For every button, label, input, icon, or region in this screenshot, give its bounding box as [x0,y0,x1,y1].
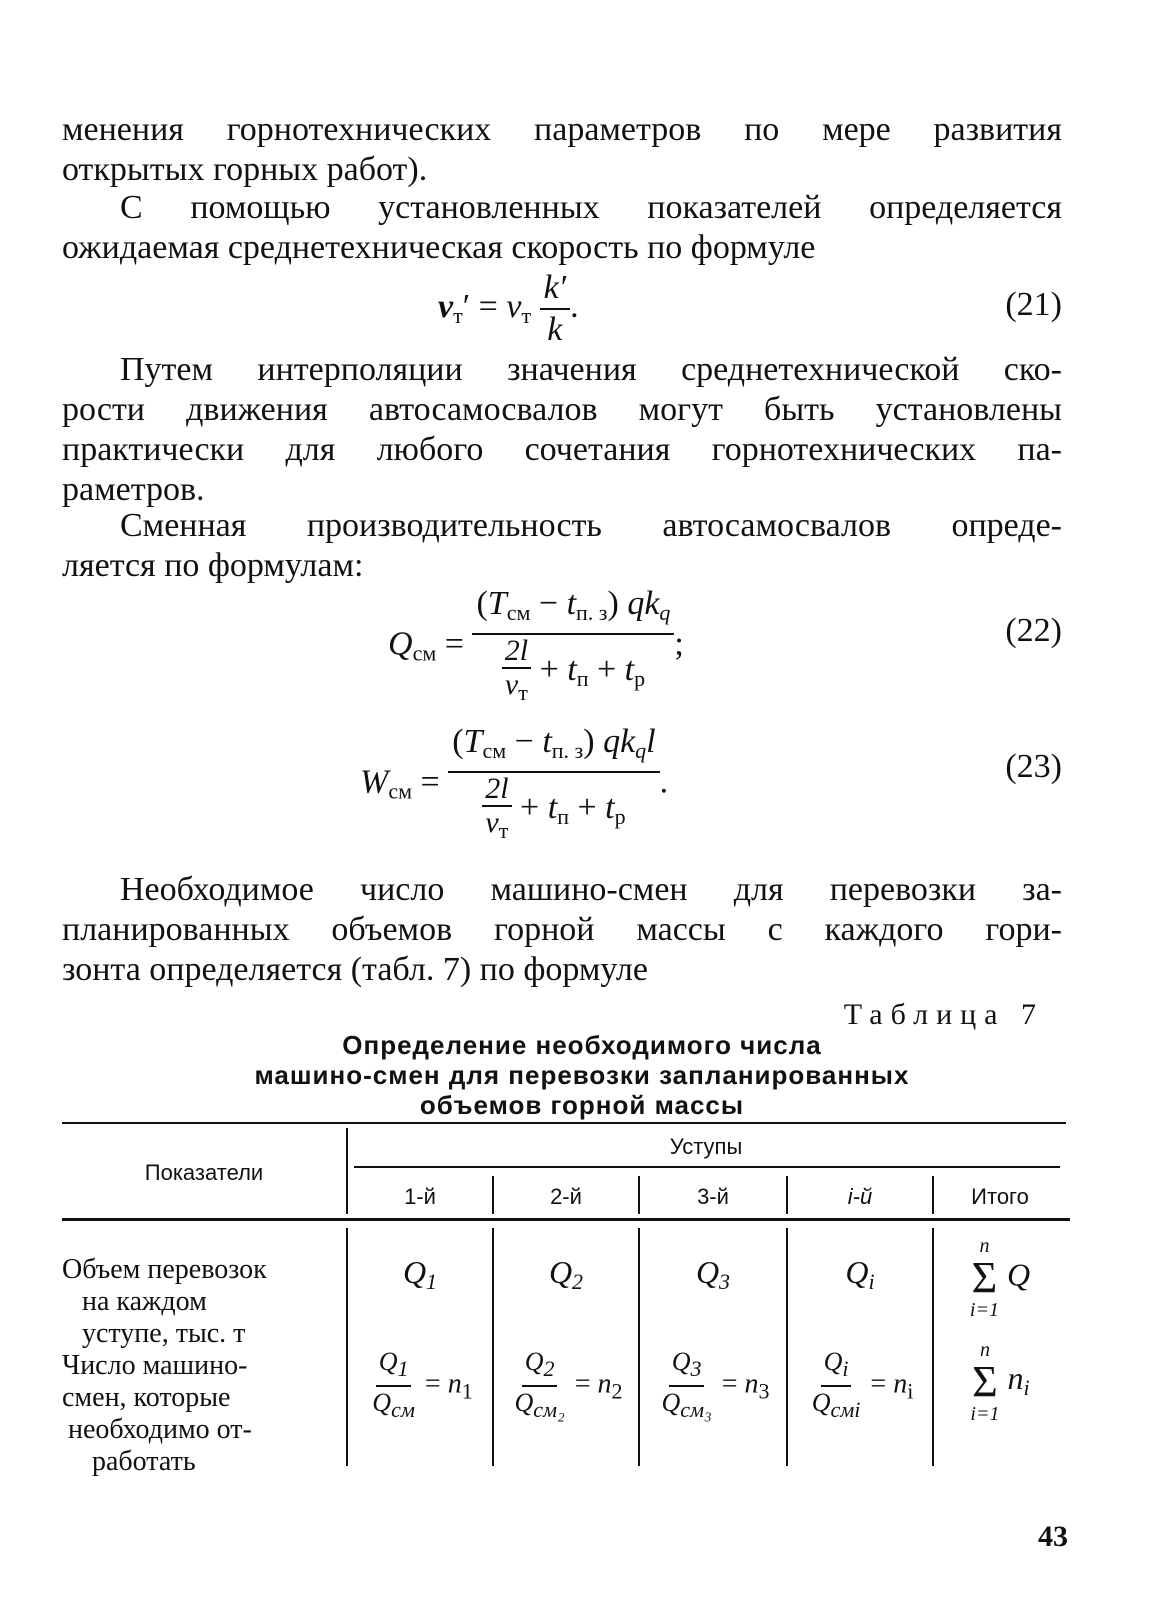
column-header: Итого [971,1184,1029,1209]
text-line: Объем перевозок [62,1254,267,1285]
text-line: на каждом [82,1286,207,1317]
header-indicators: Показатели [144,1160,264,1185]
text-line: Число машино- [62,1350,248,1381]
equation-number-22: (22) [1005,612,1062,649]
text-line: рости движения автосамосвалов могут быть установлены [62,391,1062,428]
column-header: i-й [847,1184,873,1209]
cell-n1: $Q_1$ $Q_{см}$ = $n_1$ [372,1347,473,1422]
cell-q3: $Q_3$ [695,1254,731,1294]
text-line: работать [92,1446,196,1477]
text-line: смен, которые [62,1382,231,1413]
formula-21: $v_т' = v_т$ $\frac{k'}{k}$ . [438,269,579,348]
table-title-line: машино-смен для перевозки запланированных [254,1060,910,1090]
column-header: 3-й [697,1184,729,1209]
paragraph-1 [62,110,1062,190]
paragraph-4 [62,506,1062,586]
column-header: 2-й [550,1184,582,1209]
cell-q2: $Q_2$ [548,1254,584,1294]
table-top-rule [62,1122,1066,1124]
paragraph-5 [62,870,1062,990]
page-number: 43 [1038,1520,1068,1553]
cell-ni: $Q_i$ $Q_{смi}$ = $n_i$ [811,1347,914,1422]
table-header-rule [62,1218,1070,1221]
table-title-line: Определение необходимого числа [342,1030,822,1060]
text-line: ожидаемая среднетехническая скорость по формуле [62,229,816,266]
text-line: Путем интерполяции значения среднетехнической ско- [120,351,1062,388]
text-line: уступе, тыс. т [82,1318,246,1349]
table-label: Таблица 7 [843,998,1044,1031]
text-line: менения горнотехнических параметров по мере развития [62,111,1062,148]
cell-n2: $Q_2$ $Q_{см_2}$ = $n_2$ [514,1347,623,1422]
text-line: практически для любого сочетания горнотехнических па- [62,431,1062,468]
row-label-volume [62,1254,324,1350]
header-ledges: Уступы [669,1134,743,1159]
table-group-rule [354,1166,1060,1168]
formula-22: $Q_{см}$ = $(T_{см} - t_{п. з})$ $qk_q$ 2l $v_т$ + $t_п + t_р$ ; [388,585,684,705]
text-line: С помощью установленных показателей определяется [120,189,1062,226]
text-line: Сменная производительность автосамосвалов опреде- [120,507,1062,544]
text-line: раметров. [62,471,205,508]
column-header: 1-й [404,1184,436,1209]
row-label-shifts [62,1350,324,1478]
paragraph-3 [62,350,1062,510]
cell-sum-q: n Σ i=1 Q [969,1235,1031,1321]
text-line: зонта определяется (табл. 7) по формуле [62,951,648,988]
text-line: планированных объемов горной массы с каждого гори- [62,911,1062,948]
text-line: Необходимое число машино-смен для перевозки за- [120,871,1062,908]
cell-q1: $Q_1$ [402,1254,438,1294]
text-line: открытых горных работ). [62,151,428,188]
equation-number-23: (23) [1005,748,1062,785]
formula-23: $W_{см}$ = $(T_{см} - t_{п. з})$ $qk_ql$ 2l $v_т$ + $t_п + t_р$ . [360,723,669,843]
cell-qi: $Q_i$ [845,1254,875,1294]
cell-sum-n: n Σ i=1 $n_i$ [970,1339,1030,1425]
equation-number-21: (21) [1005,286,1062,323]
paragraph-2 [62,188,1062,268]
text-line: необходимо от- [68,1414,252,1445]
cell-n3: $Q_3$ $Q_{см_3}$ = $n_3$ [661,1347,770,1422]
table-title-line: объемов горной массы [419,1090,745,1120]
text-line: ляется по формулам: [62,547,364,584]
